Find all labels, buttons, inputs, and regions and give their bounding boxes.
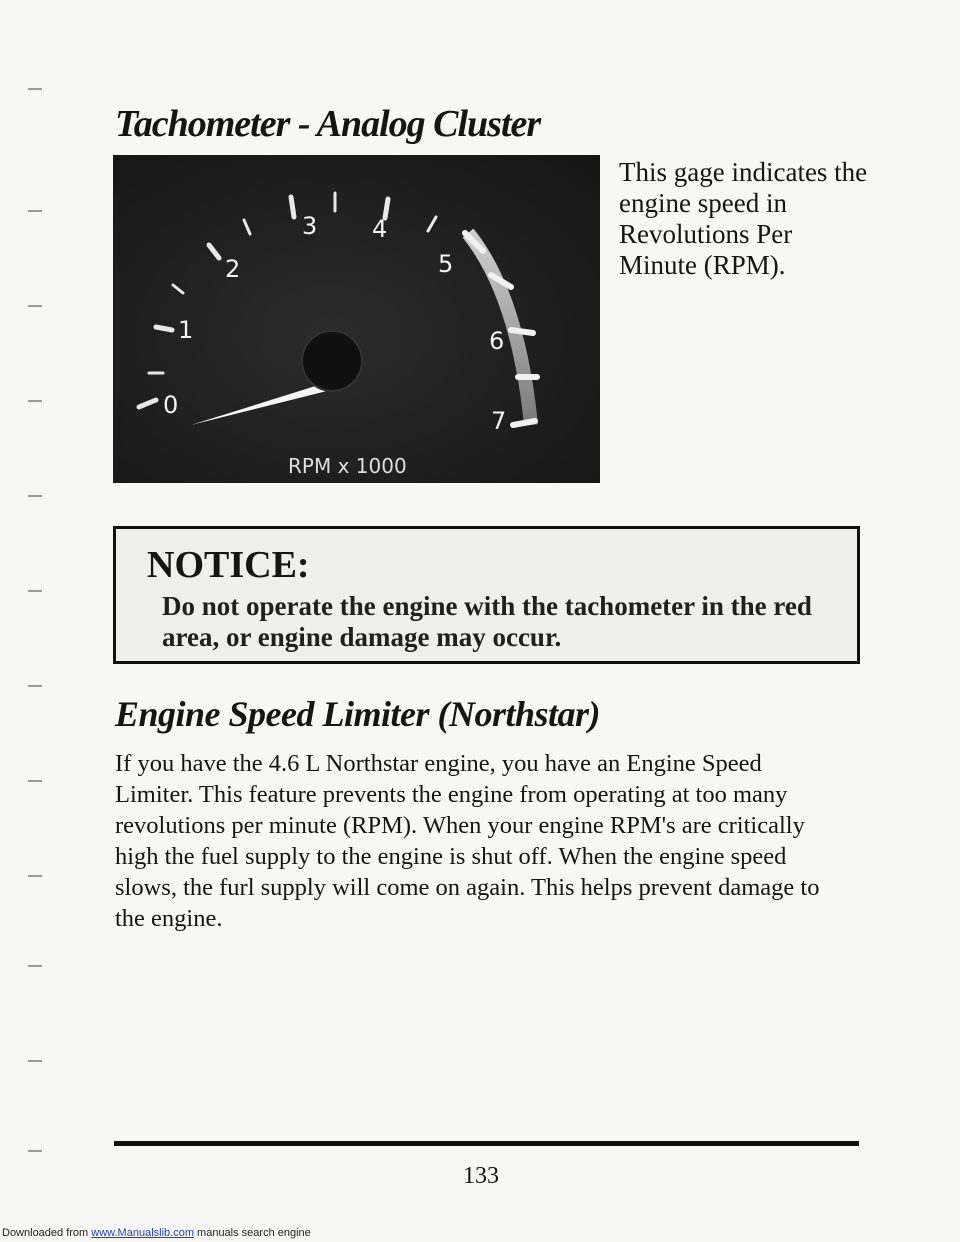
margin-tick bbox=[28, 400, 42, 402]
notice-body: Do not operate the engine with the tachometer in the red area, or engine damage may occur. bbox=[162, 591, 812, 652]
margin-tick bbox=[28, 1150, 42, 1152]
gauge-label-2: 2 bbox=[225, 255, 241, 283]
gauge-label-4: 4 bbox=[372, 215, 388, 243]
needle-hub bbox=[302, 331, 362, 391]
margin-tick bbox=[28, 590, 42, 592]
gauge-units-label: RPM x 1000 bbox=[288, 454, 407, 478]
margin-tick bbox=[28, 210, 42, 212]
section-title-tachometer: Tachometer - Analog Cluster bbox=[115, 103, 541, 145]
gauge-label-7: 7 bbox=[491, 407, 507, 435]
download-footer bbox=[2, 1227, 311, 1239]
gauge-label-1: 1 bbox=[178, 316, 194, 344]
margin-tick bbox=[28, 685, 42, 687]
margin-tick bbox=[28, 780, 42, 782]
gauge-label-3: 3 bbox=[302, 212, 318, 240]
margin-tick bbox=[28, 495, 42, 497]
footer-rule bbox=[114, 1141, 859, 1146]
gauge-label-5: 5 bbox=[438, 250, 454, 278]
gauge-label-6: 6 bbox=[489, 327, 505, 355]
footer-prefix: Downloaded from bbox=[2, 1227, 92, 1239]
margin-tick bbox=[28, 965, 42, 967]
section-title-speed-limiter: Engine Speed Limiter (Northstar) bbox=[115, 694, 601, 734]
margin-tick bbox=[28, 305, 42, 307]
margin-tick bbox=[28, 1060, 42, 1062]
notice-heading: NOTICE: bbox=[147, 544, 310, 586]
manualslib-link[interactable]: www.Manualslib.com bbox=[91, 1227, 194, 1239]
tachometer-photo bbox=[113, 155, 600, 483]
margin-tick bbox=[28, 875, 42, 877]
notice-box bbox=[113, 526, 860, 664]
tachometer-gauge-illustration bbox=[113, 155, 600, 483]
gage-description: This gage indicates the engine speed in Revolutions Per Minute (RPM). bbox=[619, 157, 868, 280]
gauge-label-0: 0 bbox=[163, 391, 179, 419]
page-number: 133 bbox=[463, 1163, 499, 1189]
speed-limiter-paragraph: If you have the 4.6 L Northstar engine, you have an Engine Speed Limiter. This feature prevents the engine from operating at too many revolutions per minute (RPM). When your engine RPM's are critically high the fuel supply to the engine is shut off. When the engine speed slows, the furl supply will come on again. This helps prevent damage to the engine. bbox=[115, 750, 820, 932]
footer-suffix: manuals search engine bbox=[193, 1227, 311, 1239]
margin-tick bbox=[28, 88, 42, 90]
